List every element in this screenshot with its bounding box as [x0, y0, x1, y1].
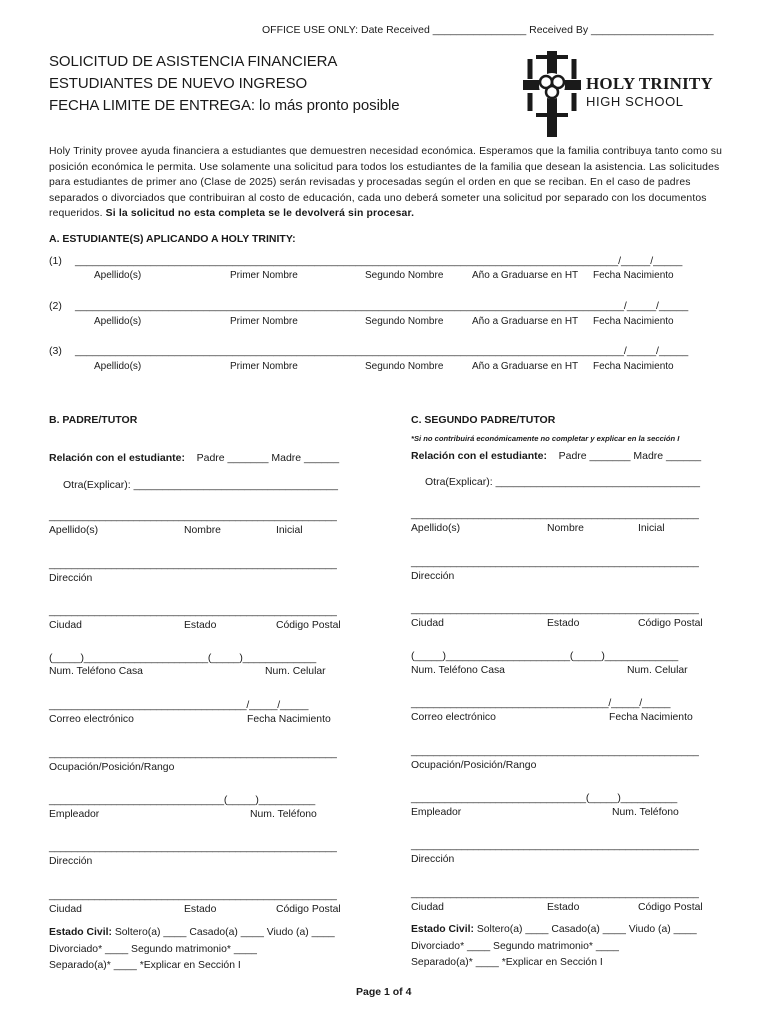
b-inicial-label: Inicial [276, 525, 303, 536]
c-fecha-nacimiento-label: Fecha Nacimiento [609, 712, 693, 723]
c-ocupacion-label: Ocupación/Posición/Rango [411, 760, 537, 771]
student-3-ano-label: Año a Graduarse en HT [472, 361, 579, 372]
b-estado-label: Estado [184, 620, 217, 631]
c-estado-civil-options-1[interactable]: Soltero(a) ____ Casado(a) ____ Viudo (a) ____ [473, 924, 697, 935]
b-direccion-label: Dirección [49, 573, 93, 584]
b-relacion-options[interactable]: Padre _______ Madre ______ [196, 452, 340, 464]
b-empleador-label: Empleador [49, 809, 100, 820]
b-estado-civil[interactable] [49, 925, 335, 975]
page-title: SOLICITUD DE ASISTENCIA FINANCIERA [49, 53, 338, 70]
c-codigo-postal2-label: Código Postal [638, 902, 703, 913]
student-1-fecha-label: Fecha Nacimiento [593, 270, 674, 281]
c-nombre-line[interactable]: ___________________________________________________ [411, 508, 699, 520]
b-correo-line[interactable]: ___________________________________/_____/_____ [49, 699, 309, 711]
page-number: Page 1 of 4 [356, 986, 412, 998]
c-direccion2-line[interactable]: ___________________________________________________ [411, 839, 699, 851]
c-estado-civil-row1 [411, 922, 697, 939]
b-empleador-line[interactable]: _______________________________(_____)__________ [49, 794, 316, 806]
student-3-line[interactable]: ______________________________________________________________________________________________/_____/_____ [75, 345, 689, 357]
student-2-segundo-nombre-label: Segundo Nombre [365, 316, 444, 327]
b-ciudad2-line[interactable]: ___________________________________________________ [49, 889, 337, 901]
b-codigo-postal2-label: Código Postal [276, 904, 341, 915]
c-otra-field[interactable]: Otra(Explicar): ___________________________________ [425, 476, 700, 488]
student-2-line[interactable]: ______________________________________________________________________________________________/_____/_____ [75, 300, 689, 312]
b-ciudad-line[interactable]: ___________________________________________________ [49, 605, 337, 617]
student-3-apellido-label: Apellido(s) [94, 361, 142, 372]
c-num-telefono-label: Num. Teléfono [612, 807, 679, 818]
school-logo [520, 49, 720, 139]
c-direccion2-label: Dirección [411, 854, 455, 865]
student-1-segundo-nombre-label: Segundo Nombre [365, 270, 444, 281]
student-1-line[interactable]: _____________________________________________________________________________________________/_____/_____ [75, 255, 683, 267]
c-relacion-options[interactable]: Padre _______ Madre ______ [558, 450, 702, 462]
b-ciudad-label: Ciudad [49, 620, 82, 631]
c-ocupacion-line[interactable]: ___________________________________________________ [411, 745, 699, 757]
c-estado-label: Estado [547, 618, 580, 629]
intro-paragraph [49, 144, 725, 222]
student-2-number: (2) [49, 300, 62, 312]
b-direccion2-line[interactable]: ___________________________________________________ [49, 841, 337, 853]
c-celular-label: Num. Celular [627, 665, 688, 676]
c-telefonos-line[interactable]: (_____)______________________(_____)_____________ [411, 650, 678, 662]
b-estado-civil-options-1[interactable]: Soltero(a) ____ Casado(a) ____ Viudo (a) ____ [111, 927, 335, 938]
student-3-segundo-nombre-label: Segundo Nombre [365, 361, 444, 372]
logo-name-line2: HIGH SCHOOL [586, 94, 684, 109]
section-b-heading: B. PADRE/TUTOR [49, 414, 138, 426]
c-apellido-label: Apellido(s) [411, 523, 461, 534]
c-note: *Si no contribuirá económicamente no completar y explicar en la sección I [411, 434, 680, 443]
b-ciudad2-label: Ciudad [49, 904, 82, 915]
c-relacion-label: Relación con el estudiante: [411, 450, 547, 462]
b-direccion2-label: Dirección [49, 856, 93, 867]
c-direccion-line[interactable]: ___________________________________________________ [411, 556, 699, 568]
c-nombre-label: Nombre [547, 523, 584, 534]
c-inicial-label: Inicial [638, 523, 665, 534]
c-estado2-label: Estado [547, 902, 580, 913]
b-direccion-line[interactable]: ___________________________________________________ [49, 558, 337, 570]
b-fecha-nacimiento-label: Fecha Nacimiento [247, 714, 331, 725]
c-ciudad-line[interactable]: ___________________________________________________ [411, 603, 699, 615]
c-ciudad2-line[interactable]: ___________________________________________________ [411, 887, 699, 899]
b-nombre-label: Nombre [184, 525, 221, 536]
b-estado-civil-label: Estado Civil: [49, 927, 112, 938]
cross-emblem-icon [520, 49, 584, 139]
c-correo-line[interactable]: ___________________________________/_____/_____ [411, 697, 671, 709]
student-3-primer-nombre-label: Primer Nombre [230, 361, 298, 372]
c-tel-casa-label: Num. Teléfono Casa [411, 665, 505, 676]
deadline-line: FECHA LIMITE DE ENTREGA: lo más pronto posible [49, 97, 400, 114]
c-estado-civil-options-3[interactable]: Separado(a)* ____ *Explicar en Sección I [411, 957, 603, 968]
c-direccion-label: Dirección [411, 571, 455, 582]
page-subtitle: ESTUDIANTES DE NUEVO INGRESO [49, 75, 308, 92]
c-estado-civil[interactable] [411, 922, 697, 972]
b-ocupacion-line[interactable]: ___________________________________________________ [49, 747, 337, 759]
logo-name-line1: HOLY TRINITY [586, 74, 713, 93]
student-2-primer-nombre-label: Primer Nombre [230, 316, 298, 327]
b-ocupacion-label: Ocupación/Posición/Rango [49, 762, 175, 773]
b-estado-civil-options-2[interactable]: Divorciado* ____ Segundo matrimonio* ____ [49, 943, 257, 955]
b-apellido-label: Apellido(s) [49, 525, 99, 536]
intro-warning: Si la solicitud no esta completa se le devolverá sin procesar. [105, 208, 415, 219]
b-correo-label: Correo electrónico [49, 714, 134, 725]
c-estado-civil-options-2[interactable]: Divorciado* ____ Segundo matrimonio* ____ [411, 940, 619, 952]
student-1-primer-nombre-label: Primer Nombre [230, 270, 298, 281]
c-correo-label: Correo electrónico [411, 712, 496, 723]
c-codigo-postal-label: Código Postal [638, 618, 703, 629]
b-otra-field[interactable]: Otra(Explicar): ___________________________________ [63, 479, 338, 491]
intro-text: Holy Trinity provee ayuda financiera a estudiantes que demuestren necesidad económica. Esperamos que la familia contribuya tanto como su posición económica le permita. Use solamente una solicitud para todos los estudiantes de la familia que desean la asistencia. Las solicitudes para estudiantes de primer ano (Clase de 2025) serán revisadas y procesadas según el orden en que se reciban. En el caso de padres separados o divorciados que contribuiran al costo de educación, cada uno deberá someter una solicitud por separado con los documentos requeridos. [49, 146, 723, 219]
c-estado-civil-label: Estado Civil: [411, 924, 474, 935]
b-relacion-label: Relación con el estudiante: [49, 452, 185, 464]
student-1-number: (1) [49, 255, 62, 267]
section-a-heading: A. ESTUDIANTE(S) APLICANDO A HOLY TRINITY: [49, 233, 296, 245]
b-num-telefono-label: Num. Teléfono [250, 809, 317, 820]
b-telefonos-line[interactable]: (_____)______________________(_____)_____________ [49, 652, 316, 664]
b-celular-label: Num. Celular [265, 666, 326, 677]
office-use-line: OFFICE USE ONLY: Date Received ________________ Received By _____________________ [262, 24, 714, 36]
b-relacion-row [49, 452, 339, 464]
b-nombre-line[interactable]: ___________________________________________________ [49, 510, 337, 522]
c-ciudad-label: Ciudad [411, 618, 444, 629]
c-empleador-label: Empleador [411, 807, 462, 818]
section-c-heading: C. SEGUNDO PADRE/TUTOR [411, 414, 556, 426]
b-estado-civil-row1 [49, 925, 335, 942]
student-2-apellido-label: Apellido(s) [94, 316, 142, 327]
student-1-apellido-label: Apellido(s) [94, 270, 142, 281]
b-codigo-postal-label: Código Postal [276, 620, 341, 631]
student-2-ano-label: Año a Graduarse en HT [472, 316, 579, 327]
student-2-fecha-label: Fecha Nacimiento [593, 316, 674, 327]
student-3-number: (3) [49, 345, 62, 357]
b-estado-civil-options-3[interactable]: Separado(a)* ____ *Explicar en Sección I [49, 960, 241, 971]
student-1-ano-label: Año a Graduarse en HT [472, 270, 579, 281]
student-3-fecha-label: Fecha Nacimiento [593, 361, 674, 372]
c-ciudad2-label: Ciudad [411, 902, 444, 913]
b-tel-casa-label: Num. Teléfono Casa [49, 666, 143, 677]
c-relacion-row [411, 450, 701, 462]
b-estado2-label: Estado [184, 904, 217, 915]
c-empleador-line[interactable]: _______________________________(_____)__________ [411, 792, 678, 804]
